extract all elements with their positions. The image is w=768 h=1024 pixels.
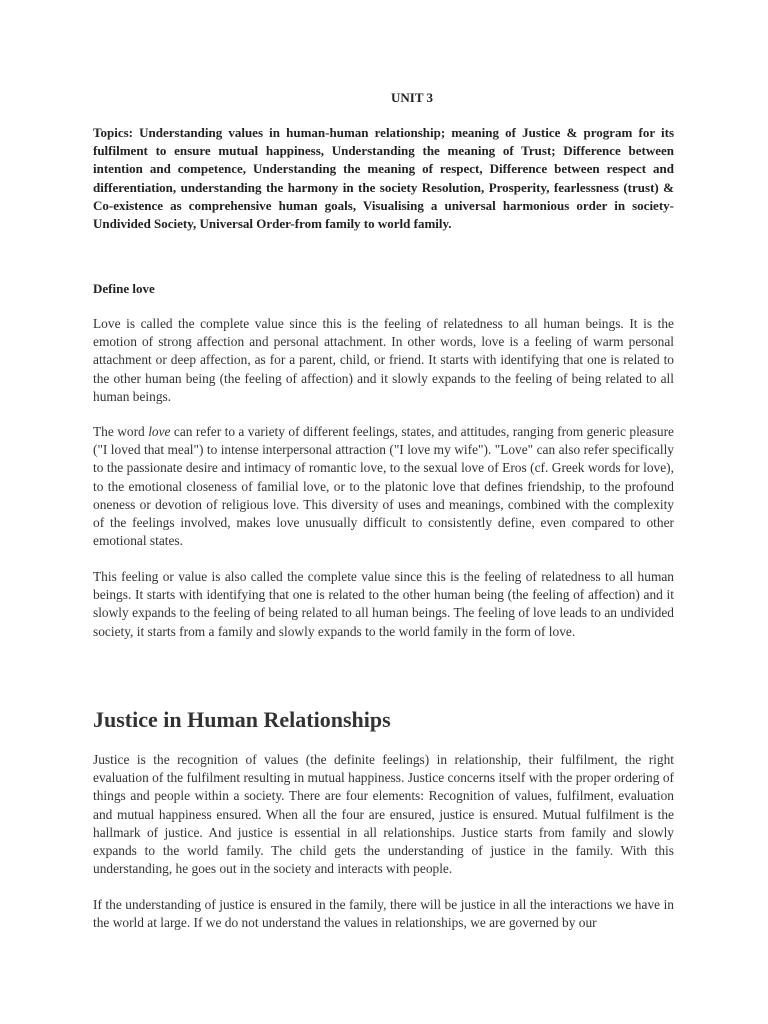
love-italic-word: love bbox=[148, 424, 171, 439]
love-paragraph-1: Love is called the complete value since this is the feeling of relatedness to all human beings. It is the emotion of strong affection and personal attachment. In other words, love is a feeling of warm personal attachment or deep affection, as for a parent, child, or friend. It starts with identifying that one is related to the other human being (the feeling of affection) and it slowly expands to the feeling of being related to all human beings. bbox=[93, 316, 674, 404]
topics-paragraph: Topics: Understanding values in human-human relationship; meaning of Justice & program for its fulfilment to ensure mutual happiness, Understanding the meaning of Trust; Difference between intention and competence, Understanding the meaning of respect, Difference between respect and differentiation, understanding the harmony in the society Resolution, Prosperity, fearlessness (trust) & Co-existence as comprehensive human goals, Visualising a universal harmonious order in society-Undivided Society, Universal Order-from family to world family. bbox=[93, 125, 674, 232]
define-love-heading: Define love bbox=[93, 281, 155, 296]
justice-paragraph-2: If the understanding of justice is ensured in the family, there will be justice in all the interactions we have in the world at large. If we do not understand the values in relationships, we are governed by our bbox=[93, 897, 674, 931]
justice-paragraph-1: Justice is the recognition of values (the definite feelings) in relationship, their fulfilment, the right evaluation of the fulfilment resulting in mutual happiness. Justice concerns itself with the proper ordering of things and people within a society. There are four elements: Recognition of values, fulfilment, evaluation and mutual happiness ensured. When all the four are ensured, justice is ensured. Mutual fulfilment is the hallmark of justice. And justice is essential in all relationships. Justice starts from family and slowly expands to the world family. The child gets the understanding of justice in the family. With this understanding, he goes out in the society and interacts with people. bbox=[93, 752, 674, 877]
justice-heading: Justice in Human Relationships bbox=[93, 707, 391, 732]
unit-title: UNIT 3 bbox=[390, 90, 434, 105]
love-paragraph-2-rest: can refer to a variety of different feelings, states, and attitudes, ranging from generic pleasure ("I loved that meal") to intense interpersonal attraction ("I love my wife"). "Love" can also refer specifically to the passionate desire and intimacy of romantic love, to the sexual love of Eros (cf. Greek words for love), to the emotional closeness of familial love, or to the platonic love that defines friendship, to the profound oneness or devotion of religious love. This diversity of uses and meanings, combined with the complexity of the feelings involved, makes love unusually difficult to consistently define, even compared to other emotional states. bbox=[93, 424, 674, 549]
love-paragraph-3: This feeling or value is also called the complete value since this is the feeling of relatedness to all human beings. It starts with identifying that one is related to the other human being (the feeling of affection) and it slowly expands to the feeling of being related to all human beings. The feeling of love leads to an undivided society, it starts from a family and slowly expands to the world family in the form of love. bbox=[93, 569, 674, 639]
love-paragraph-2-start: The word bbox=[93, 424, 149, 439]
love-paragraph-2 bbox=[93, 423, 674, 550]
